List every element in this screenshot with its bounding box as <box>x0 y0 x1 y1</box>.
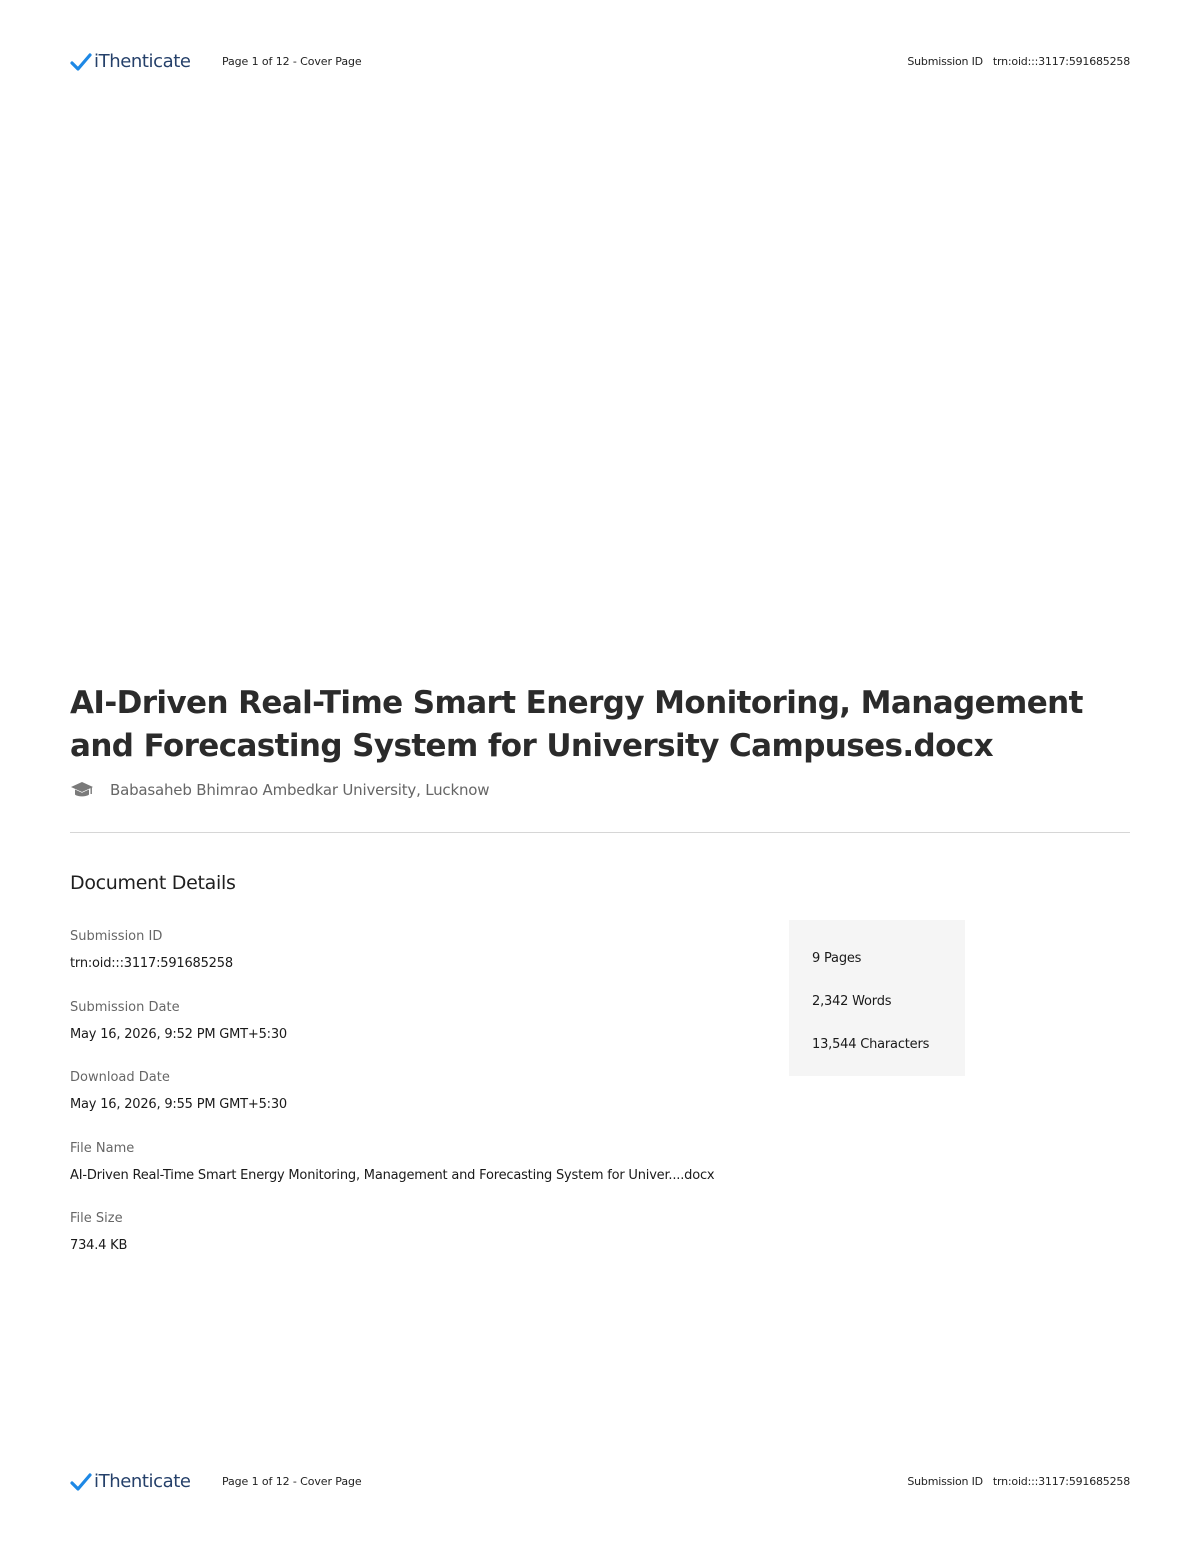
logo-text: iThenticate <box>94 1471 191 1492</box>
detail-value: May 16, 2026, 9:55 PM GMT+5:30 <box>70 1097 287 1112</box>
checkmark-icon <box>70 1472 92 1492</box>
submission-id-value: trn:oid:::3117:591685258 <box>992 55 1130 68</box>
checkmark-icon <box>70 52 92 72</box>
ithenticate-logo <box>70 1471 191 1492</box>
word-count: 2,342 Words <box>812 994 892 1009</box>
detail-value: 734.4 KB <box>70 1238 128 1253</box>
divider <box>70 832 1130 833</box>
institution-name: Babasaheb Bhimrao Ambedkar University, Lucknow <box>110 781 490 799</box>
submission-id-label: Submission ID <box>907 55 983 68</box>
detail-value: trn:oid:::3117:591685258 <box>70 956 233 971</box>
document-details-list <box>70 928 790 1281</box>
logo-text: iThenticate <box>94 51 191 72</box>
detail-file-name <box>70 1140 790 1211</box>
character-count: 13,544 Characters <box>812 1037 930 1052</box>
page-count: 9 Pages <box>812 951 862 966</box>
institution-line <box>70 780 489 800</box>
graduation-cap-icon <box>70 780 94 800</box>
detail-value: May 16, 2026, 9:52 PM GMT+5:30 <box>70 1026 287 1042</box>
detail-label: Download Date <box>70 1070 170 1085</box>
page-label: Page 1 of 12 - Cover Page <box>222 55 362 68</box>
detail-value: AI-Driven Real-Time Smart Energy Monitoring, Management and Forecasting System for Univer....docx <box>70 1167 715 1183</box>
footer-submission-id <box>907 1475 1130 1488</box>
document-title: AI-Driven Real-Time Smart Energy Monitoring, Management and Forecasting System for University Campuses.docx <box>70 685 1083 764</box>
page-footer <box>70 1471 1130 1495</box>
ithenticate-logo <box>70 51 191 72</box>
detail-label: File Name <box>70 1140 135 1156</box>
document-details-heading: Document Details <box>70 872 236 894</box>
detail-label: Submission ID <box>70 929 163 944</box>
detail-label: Submission Date <box>70 999 180 1015</box>
page-header <box>70 51 1130 75</box>
detail-file-size <box>70 1210 790 1281</box>
submission-id-value: trn:oid:::3117:591685258 <box>992 1475 1130 1488</box>
document-stats-box <box>789 920 965 1076</box>
detail-submission-id <box>70 928 790 999</box>
page-label: Page 1 of 12 - Cover Page <box>222 1475 362 1488</box>
detail-label: File Size <box>70 1211 123 1226</box>
submission-id-label: Submission ID <box>907 1475 983 1488</box>
detail-download-date <box>70 1069 790 1140</box>
detail-submission-date <box>70 999 790 1070</box>
header-submission-id <box>907 55 1130 68</box>
